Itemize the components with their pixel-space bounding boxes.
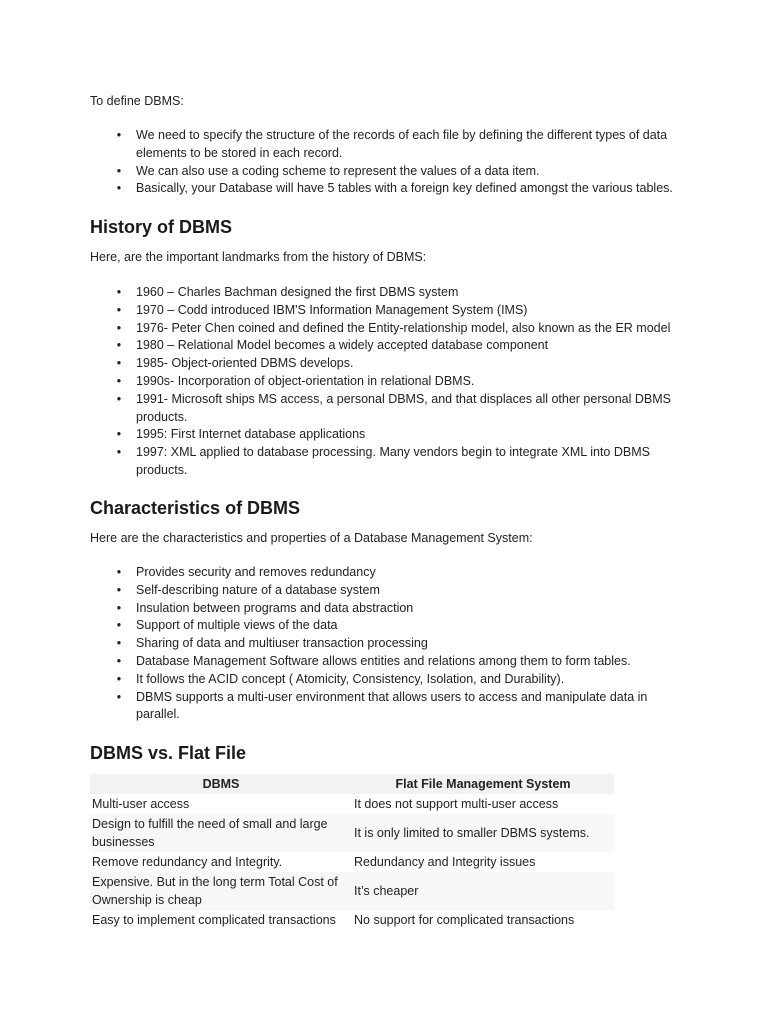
table-row [90, 852, 614, 872]
list-item: • 1990s- Incorporation of object-orientation in relational DBMS. [90, 373, 690, 391]
table-row [90, 794, 614, 814]
bullet-icon: • [116, 338, 122, 353]
characteristics-lead: Here are the characteristics and properties of a Database Management System: [90, 531, 533, 545]
bullet-icon: • [116, 320, 122, 335]
bullet-icon: • [116, 373, 122, 388]
list-item: • 1976- Peter Chen coined and defined the Entity-relationship model, also known as the ER model [90, 320, 690, 338]
list-item: • Support of multiple views of the data [90, 617, 690, 635]
table-cell: Expensive. But in the long term Total Cost of Ownership is cheap [90, 872, 352, 910]
table-cell: It’s cheaper [352, 872, 614, 910]
bullet-icon: • [116, 618, 122, 633]
intro-list [90, 127, 690, 198]
bullet-icon: • [116, 671, 122, 686]
table-cell: Design to fulfill the need of small and large businesses [90, 814, 352, 852]
list-item: • 1991- Microsoft ships MS access, a personal DBMS, and that displaces all other personal DBMS products. [90, 391, 690, 427]
table-cell: It does not support multi-user access [354, 797, 559, 811]
history-lead: Here, are the important landmarks from the history of DBMS: [90, 250, 427, 264]
table-row [90, 872, 614, 910]
comparison-table [90, 774, 614, 930]
column-header: DBMS [90, 774, 352, 794]
list-item: • We need to specify the structure of the records of each file by defining the different types of data elements to be stored in each record. [90, 127, 690, 163]
table-row [90, 910, 614, 930]
list-item: • 1980 – Relational Model becomes a widely accepted database component [90, 337, 690, 355]
bullet-icon: • [116, 689, 122, 704]
bullet-icon: • [116, 302, 122, 317]
intro-lead: To define DBMS: [90, 94, 184, 108]
bullet-icon: • [116, 181, 122, 196]
list-item: • Self-describing nature of a database system [90, 582, 690, 600]
list-item: • Insulation between programs and data abstraction [90, 600, 690, 618]
characteristics-list [90, 564, 690, 724]
list-item: • 1997: XML applied to database processing. Many vendors begin to integrate XML into DBMS products. [90, 444, 690, 480]
bullet-icon: • [116, 128, 122, 142]
list-item: • We can also use a coding scheme to represent the values of a data item. [90, 163, 690, 181]
bullet-icon: • [116, 582, 122, 597]
bullet-icon: • [116, 636, 122, 651]
table-cell: Remove redundancy and Integrity. [92, 855, 283, 869]
bullet-icon: • [116, 653, 122, 668]
list-item: • 1985- Object-oriented DBMS develops. [90, 355, 690, 373]
bullet-icon: • [116, 445, 122, 460]
bullet-icon: • [116, 285, 122, 299]
bullet-icon: • [116, 391, 122, 406]
list-item: • 1970 – Codd introduced IBM'S Information Management System (IMS) [90, 302, 690, 320]
bullet-icon: • [116, 427, 122, 442]
table-cell: It is only limited to smaller DBMS systems. [352, 814, 614, 852]
list-item: • 1995: First Internet database applications [90, 426, 690, 444]
list-item: • 1960 – Charles Bachman designed the first DBMS system [90, 284, 690, 302]
comparison-heading: DBMS vs. Flat File [90, 743, 247, 763]
bullet-icon: • [116, 163, 122, 178]
table-header-row [90, 774, 614, 794]
history-heading: History of DBMS [90, 217, 233, 237]
column-header: Flat File Management System [352, 774, 614, 794]
bullet-icon: • [116, 356, 122, 371]
list-item: • Provides security and removes redundancy [90, 564, 690, 582]
characteristics-heading: Characteristics of DBMS [90, 498, 301, 518]
table-cell: Redundancy and Integrity issues [354, 855, 536, 869]
bullet-icon: • [116, 565, 122, 579]
list-item: • Sharing of data and multiuser transaction processing [90, 635, 690, 653]
table-cell: Multi-user access [92, 797, 190, 811]
table-row [90, 814, 614, 852]
history-list [90, 284, 690, 480]
list-item: • It follows the ACID concept ( Atomicity, Consistency, Isolation, and Durability). [90, 671, 690, 689]
table-cell: No support for complicated transactions [354, 913, 575, 927]
list-item: • Database Management Software allows entities and relations among them to form tables. [90, 653, 690, 671]
table-cell: Easy to implement complicated transactions [92, 913, 336, 927]
list-item: • Basically, your Database will have 5 tables with a foreign key defined amongst the various tables. [90, 180, 690, 198]
list-item: • DBMS supports a multi-user environment that allows users to access and manipulate data in parallel. [90, 689, 690, 725]
bullet-icon: • [116, 600, 122, 615]
